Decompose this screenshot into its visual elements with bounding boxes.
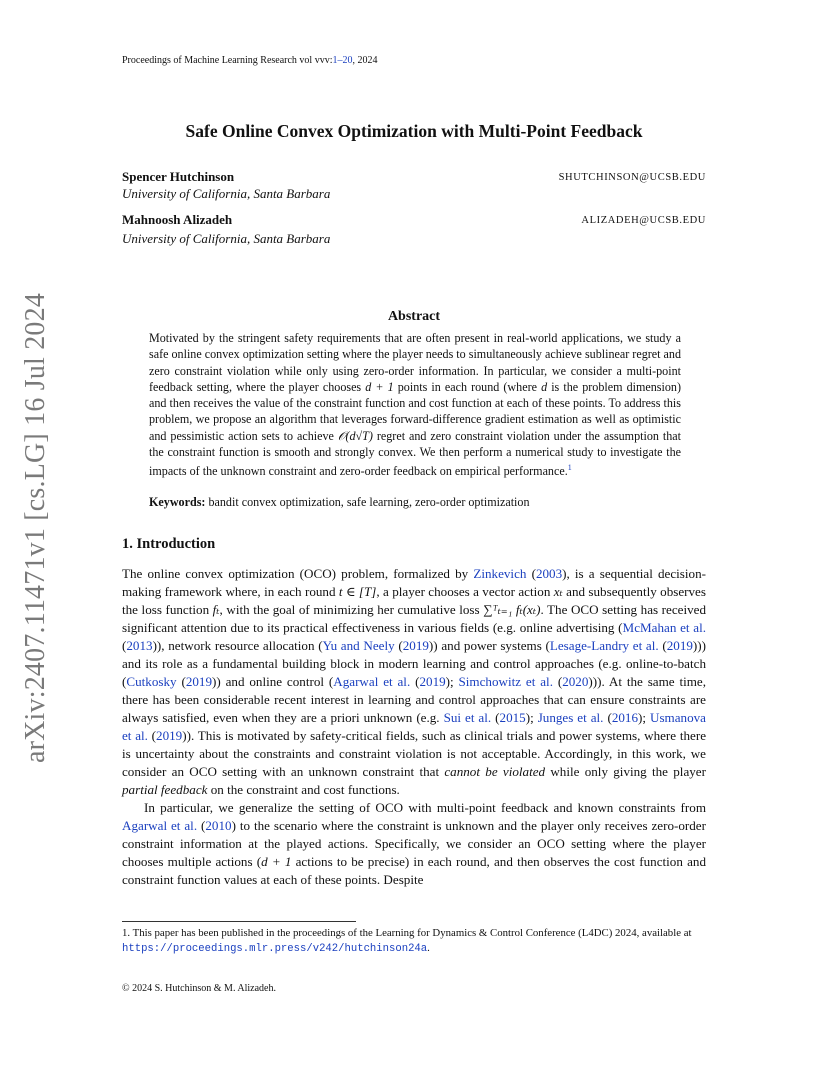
citation-year-link[interactable]: 2013: [126, 638, 153, 653]
copyright-notice: © 2024 S. Hutchinson & M. Alizadeh.: [122, 983, 276, 994]
citation-year-link[interactable]: 2019: [185, 674, 212, 689]
running-header: Proceedings of Machine Learning Research vol vvv:1–20, 2024: [122, 55, 378, 66]
citation-link[interactable]: Yu and Neely: [322, 638, 395, 653]
citation-link[interactable]: Agarwal et al.: [333, 674, 411, 689]
citation-link[interactable]: Zinkevich: [473, 566, 527, 581]
citation-year-link[interactable]: 2003: [535, 566, 563, 581]
citation-year-link[interactable]: 2019: [156, 728, 183, 743]
author-affiliation: University of California, Santa Barbara: [122, 186, 331, 201]
citation-link[interactable]: McMahan et al.: [622, 620, 706, 635]
citation-year-link[interactable]: 2019: [419, 674, 446, 689]
section-heading: 1. Introduction: [122, 536, 216, 552]
paper-title: Safe Online Convex Optimization with Multi-Point Feedback: [185, 121, 643, 141]
citation-year-link[interactable]: 2010: [205, 818, 232, 833]
citation-link[interactable]: Junges et al.: [537, 710, 604, 725]
paragraph: The online convex optimization (OCO) problem, formalized by Zinkevich (2003), is a sequential decision-making framework where, in each round t ∈ [T], a player chooses a vector action xₜ and subsequently observes the loss function fₜ, with the goal of minimizing her cumulative loss ∑ᵀₜ₌₁ fₜ(xₜ). The OCO setting has received significant attention due to its practical effectiveness in various fields (e.g. online advertising (McMahan et al. (2013)), network resource allocation (Yu and Neely (2019)) and power systems (Lesage-Landry et al. (2019))) and its role as a fundamental building block in modern learning and control approaches (e.g. online-to-batch (Cutkosky (2019)) and online control (Agarwal et al. (2019); Simchowitz et al. (2020))). At the same time, there has been considerable recent interest in learning and control approaches that can ensure constraints are always satisfied, even when they are a priori unknown (e.g. Sui et al. (2015); Junges et al. (2016); Usmanova et al. (2019)). This is motivated by safety-critical fields, such as clinical trials and power systems, where there is uncertainty about the constraints and constraint violation is not acceptable. Accordingly, in this work, we consider an OCO setting with an unknown constraint that cannot be violated while only giving the player partial feedback on the constraint and cost functions.: [122, 566, 707, 797]
author-name: Spencer Hutchinson: [122, 169, 235, 184]
citation-year-link[interactable]: 2016: [611, 710, 638, 725]
section-body: [122, 565, 706, 889]
author-affiliation: University of California, Santa Barbara: [122, 231, 331, 246]
citation-year-link[interactable]: 2019: [402, 638, 429, 653]
paragraph: In particular, we generalize the setting of OCO with multi-point feedback and known constraints from Agarwal et al. (2010) to the scenario where the constraint is unknown and the player only receives zero-order constraint information at the played actions. Specifically, we consider an OCO setting where the player chooses multiple actions (d + 1 actions to be precise) in each round, and then observes the cost function and constraint function values at each of these points. Despite: [122, 800, 706, 887]
abstract-text: Motivated by the stringent safety requirements that are often present in real-world applications, we study a safe online convex optimization setting where the player needs to simultaneously achieve sublinear regret and zero constraint violation while only using zero-order information. In particular, we consider a multi-point feedback setting, where the player chooses d + 1 points in each round (where d is the problem dimension) and then receives the value of the constraint function and cost function at each of these points. To address this problem, we propose an algorithm that leverages forward-difference gradient estimation as well as optimistic and pessimistic action sets to achieve 𝒪(d√T) regret and zero constraint violation under the assumption that the constraint function is smooth and strongly convex. We then perform a numerical study to investigate the impacts of the unknown constraint and zero-order feedback on empirical performance.$^1$: [149, 331, 682, 479]
citation-link[interactable]: Lesage-Landry et al.: [549, 638, 659, 653]
arxiv-sidebar-stamp: [10, 292, 62, 763]
proceedings-url-link[interactable]: https://proceedings.mlr.press/v242/hutchinson24a: [122, 943, 428, 955]
citation-year-link[interactable]: 2020: [562, 674, 589, 689]
citation-link[interactable]: Sui et al.: [443, 710, 492, 725]
author-name: Mahnoosh Alizadeh: [122, 212, 233, 227]
footnote: 1. This paper has been published in the proceedings of the Learning for Dynamics & Control Conference (L4DC) 2024, available at https://proceedings.mlr.press/v242/hutchinson24a.: [122, 927, 692, 955]
citation-link[interactable]: Cutkosky: [126, 674, 177, 689]
author-email: SHUTCHINSON@UCSB.EDU: [558, 172, 706, 183]
citation-year-link[interactable]: 2015: [499, 710, 526, 725]
citation-link[interactable]: Agarwal et al.: [122, 818, 198, 833]
author-email: ALIZADEH@UCSB.EDU: [581, 215, 706, 226]
footnote-marker-link[interactable]: 1: [567, 463, 572, 473]
keywords: Keywords: bandit convex optimization, safe learning, zero-order optimization: [149, 495, 530, 509]
citation-year-link[interactable]: 2019: [666, 638, 693, 653]
footnote-divider: [122, 921, 356, 922]
citation-link[interactable]: Usmanova et al.: [122, 710, 706, 743]
page-range-link[interactable]: 1–20: [332, 55, 353, 66]
citation-link[interactable]: Simchowitz et al.: [458, 674, 553, 689]
abstract-heading: Abstract: [387, 309, 441, 324]
arxiv-id: arXiv:2407.11471v1 [cs.LG] 16 Jul 2024: [20, 292, 52, 763]
